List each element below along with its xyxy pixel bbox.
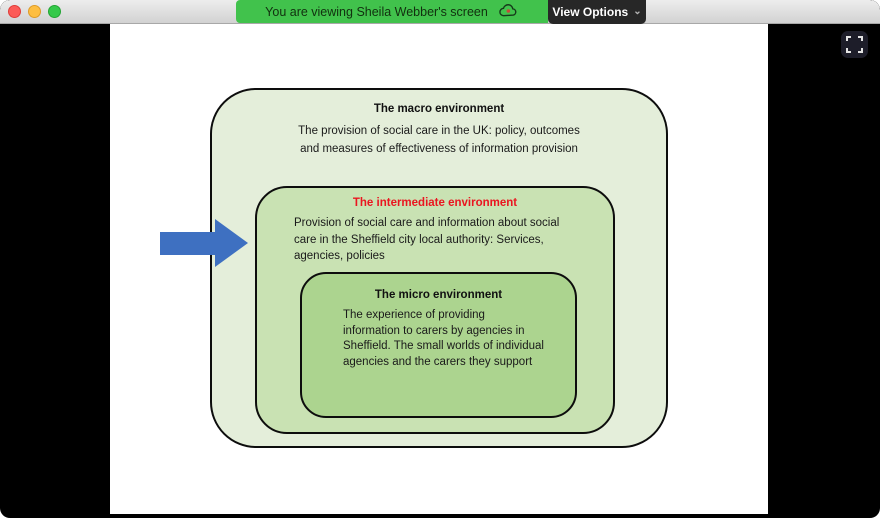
intermediate-environment-text: Provision of social care and information about social care in the Sheffield city local authority: Services, agencies, policies xyxy=(294,217,560,262)
shared-slide xyxy=(110,24,768,514)
minimize-button[interactable] xyxy=(28,5,41,18)
window-titlebar xyxy=(0,0,880,24)
close-button[interactable] xyxy=(8,5,21,18)
micro-environment-text: The experience of providing information to carers by agencies in Sheffield. The small worlds of individual agencies and the carers they support xyxy=(343,309,544,368)
view-options-label: View Options xyxy=(552,5,629,19)
fullscreen-button[interactable] xyxy=(841,31,868,58)
zoom-button[interactable] xyxy=(48,5,61,18)
micro-environment-box xyxy=(300,272,577,418)
cloud-recording-icon xyxy=(498,3,519,20)
screen-share-banner xyxy=(236,0,548,23)
micro-environment-title: The micro environment xyxy=(374,289,503,301)
banner-text: You are viewing Sheila Webber's screen xyxy=(265,4,488,19)
view-options-button[interactable] xyxy=(548,0,646,24)
intermediate-environment-title: The intermediate environment xyxy=(352,197,518,209)
macro-environment-title: The macro environment xyxy=(373,103,505,115)
arrow-right-icon xyxy=(160,219,248,267)
macro-environment-text: The provision of social care in the UK: policy, outcomes and measures of effectiveness of information provision xyxy=(298,125,580,155)
chevron-down-icon: ⌄ xyxy=(633,6,642,17)
fullscreen-icon xyxy=(846,36,863,53)
